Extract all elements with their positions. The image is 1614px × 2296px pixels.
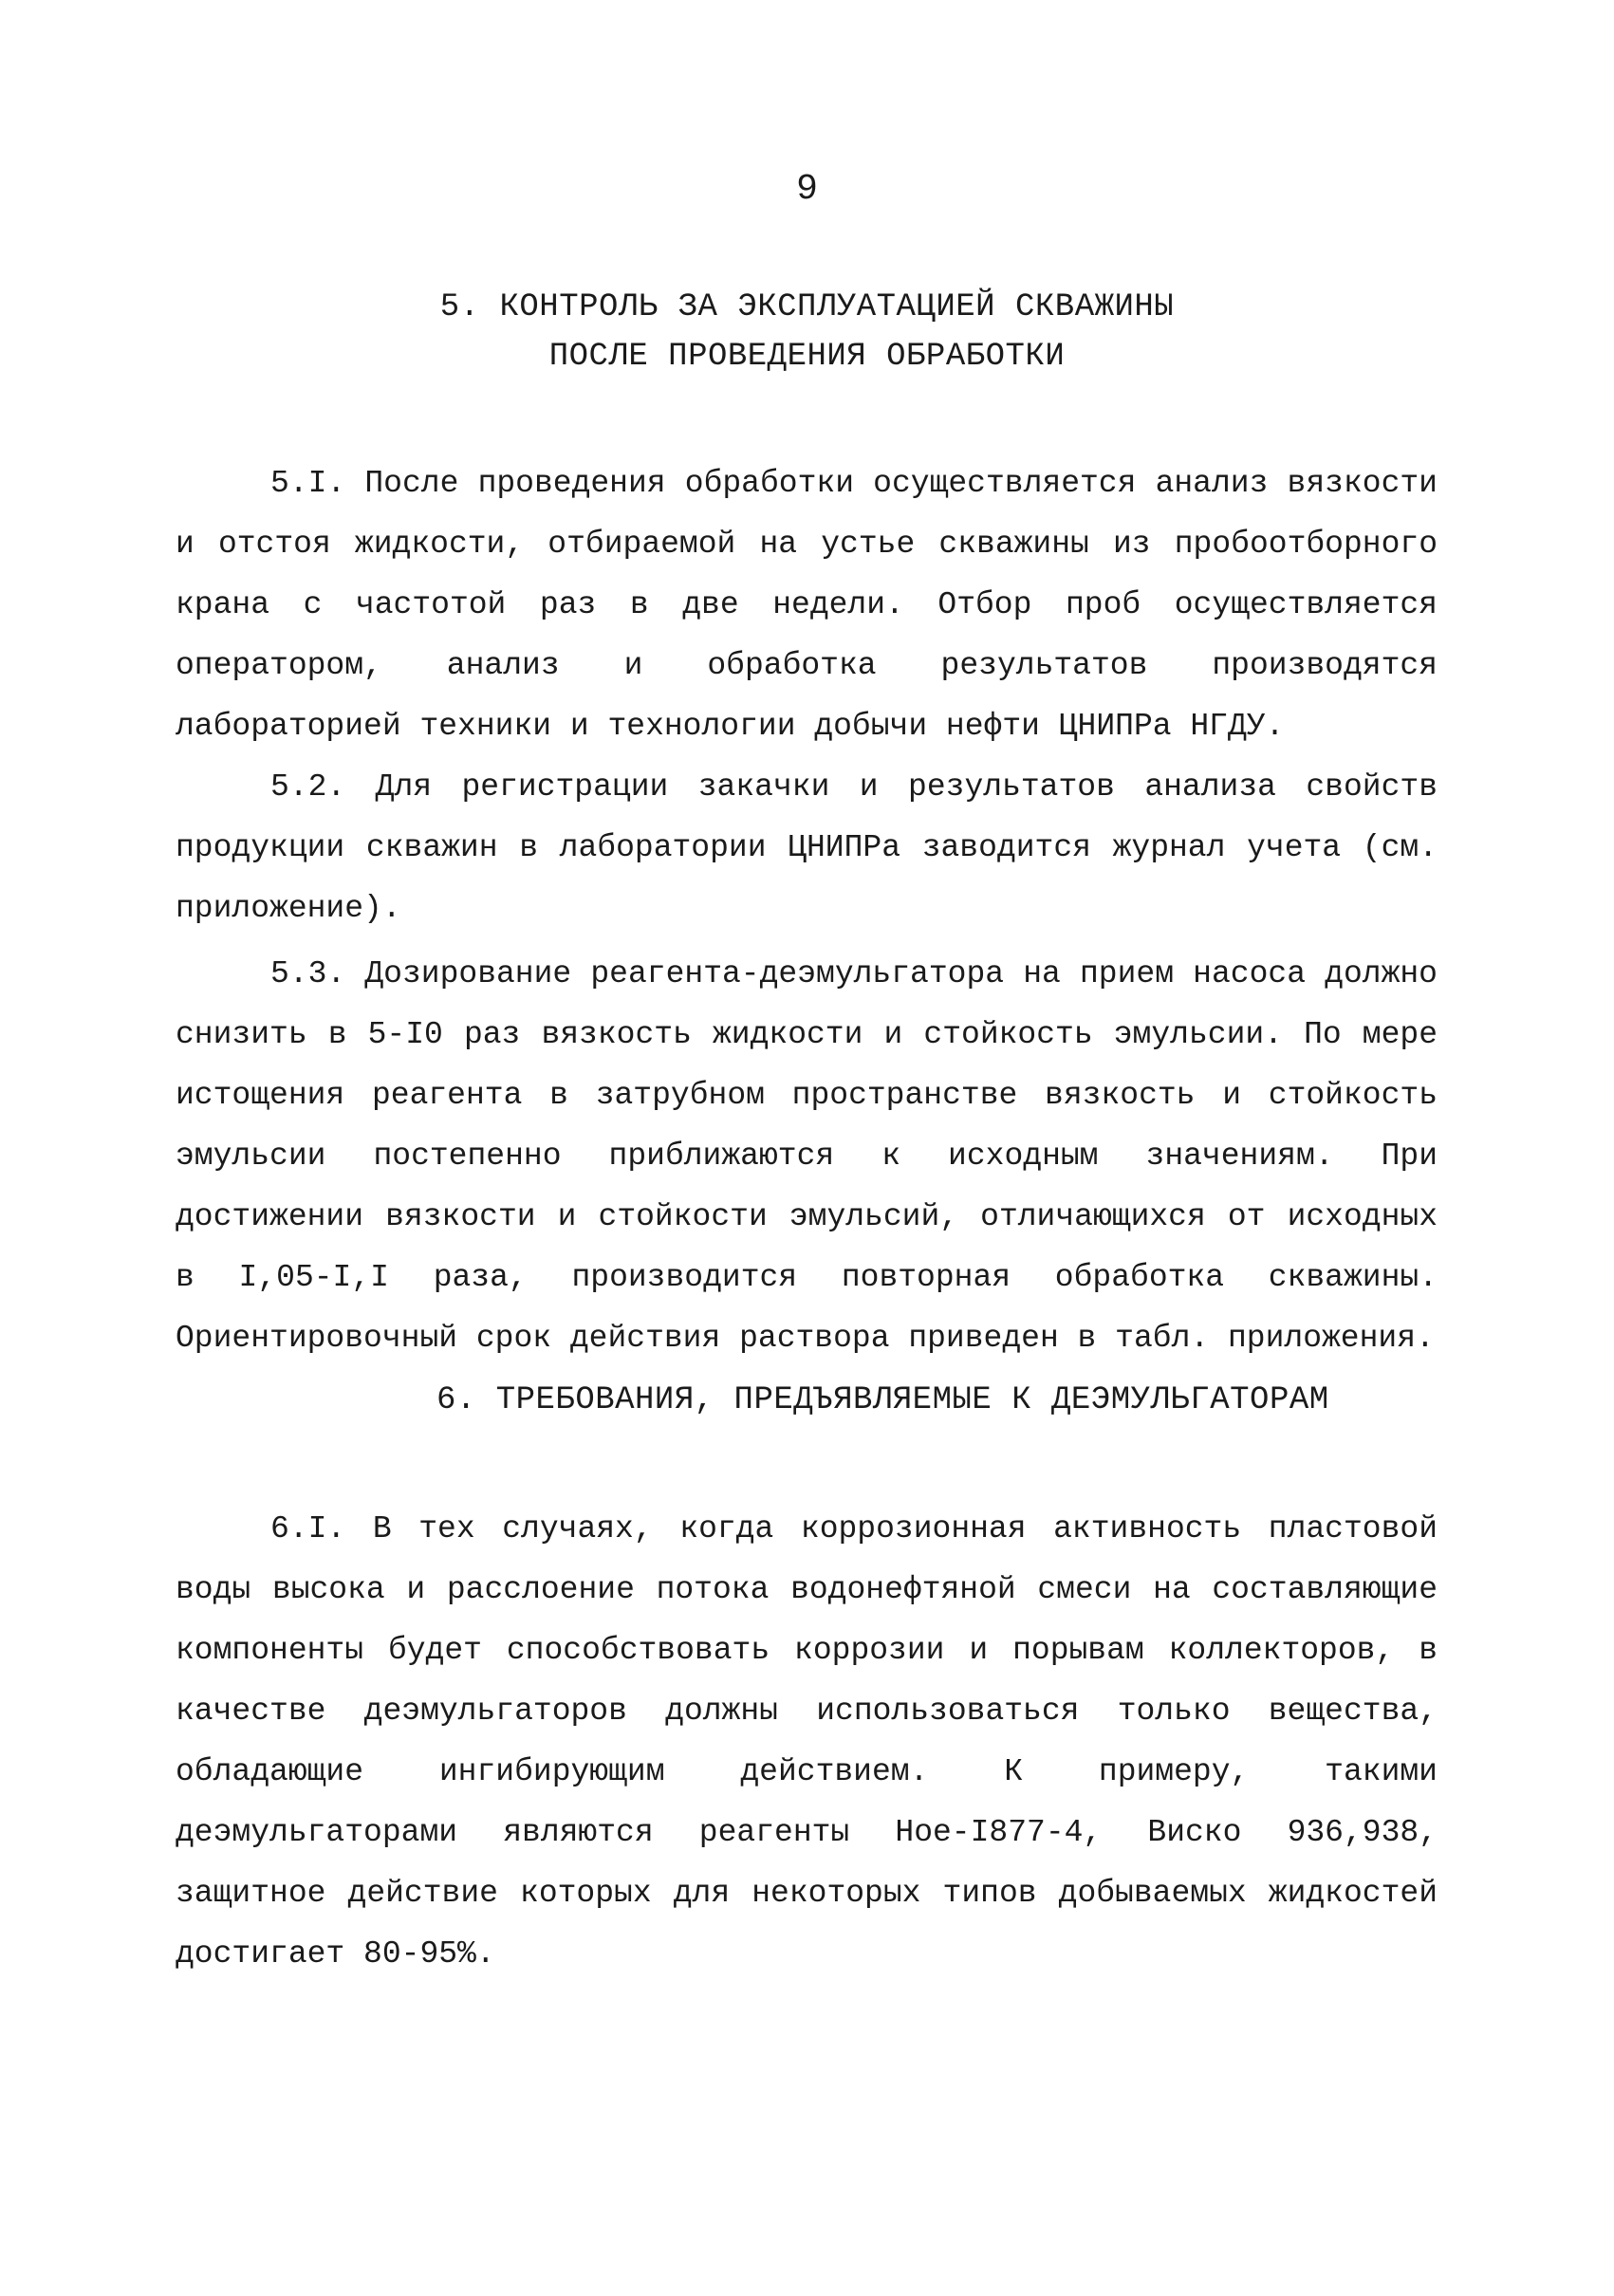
paragraph-5-2 [176, 757, 1438, 939]
paragraph-5-3-text: 5.3. Дозирование реагента-деэмульгатора на прием насоса должно снизить в 5-I0 раз вязкость жидкости и стойкость эмульсии. По мере истощения реагента в затрубном пространстве вязкость и стойкость эмульсии постепенно приближаются к исходным значениям. При достижении вязкости и стойкости эмульсий, отличающихся от исходных в I,05-I,I раза, производится повторная обработка скважины. Ориентировочный срок действия раствора приведен в табл. приложения. [176, 956, 1438, 1356]
paragraph-6-1-text: 6.I. В тех случаях, когда коррозионная активность пластовой воды высока и расслоение потока водонефтяной смеси на составляющие компоненты будет способствовать коррозии и порывам коллекторов, в качестве деэмульгаторов должны использоваться только вещества, обладающие ингибирующим действием. К примеру, такими деэмульгаторами являются реагенты Ное-I877-4, Виско 936,938, защитное действие которых для некоторых типов добываемых жидкостей достигает 80-95%. [176, 1511, 1438, 1972]
section-5-title-line-2: ПОСЛЕ ПРОВЕДЕНИЯ ОБРАБОТКИ [548, 339, 1066, 375]
section-6-title: 6. ТРЕБОВАНИЯ, ПРЕДЪЯВЛЯЕМЫЕ К ДЕЭМУЛЬГАТОРАМ [436, 1382, 1329, 1418]
page-number: 9 [796, 169, 818, 210]
paragraph-5-1-text: 5.I. После проведения обработки осуществляется анализ вязкости и отстоя жидкости, отбираемой на устье скважины из пробоотборного крана с частотой раз в две недели. Отбор проб осуществляется оператором, анализ и обработка результатов производятся лабораторией техники и технологии добычи нефти ЦНИПРа НГДУ. [176, 466, 1438, 744]
paragraph-5-3 [176, 944, 1438, 1369]
section-5-title-line-1: 5. КОНТРОЛЬ ЗА ЭКСПЛУАТАЦИЕЙ СКВАЖИНЫ [439, 289, 1175, 325]
paragraph-5-1 [176, 454, 1438, 757]
paragraph-6-1 [176, 1499, 1438, 1985]
paragraph-5-2-text: 5.2. Для регистрации закачки и результатов анализа свойств продукции скважин в лаборатории ЦНИПРа заводится журнал учета (см. приложение). [176, 769, 1438, 926]
